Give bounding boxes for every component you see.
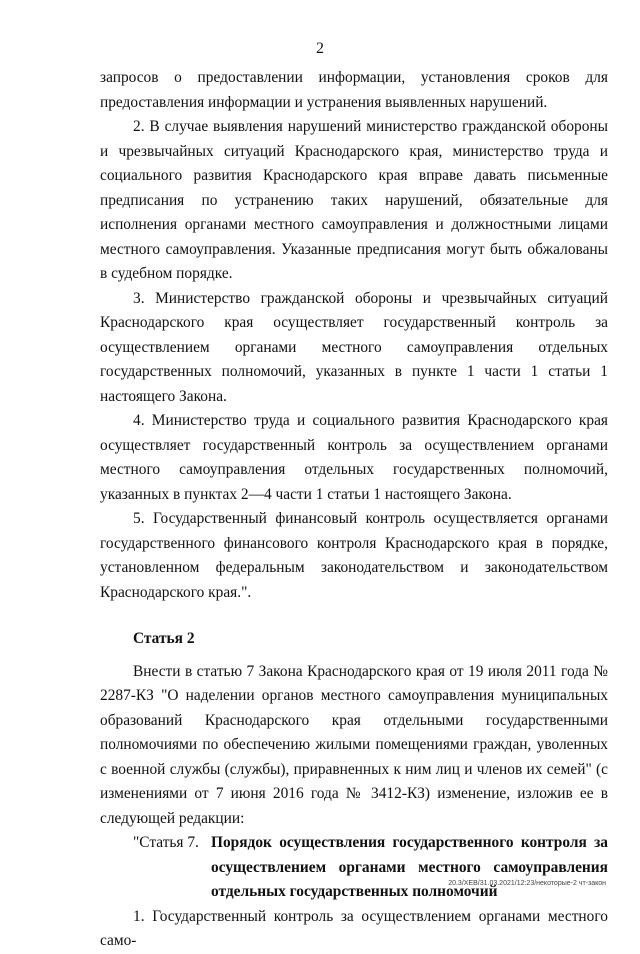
page-number: 2: [316, 40, 324, 57]
paragraph-continuation: запросов о предоставлении информации, установления сроков для предоставления информации и устранения выявленных нарушений.: [100, 69, 608, 111]
paragraph-item-3: 3. Министерство гражданской обороны и чрезвычайных ситуаций Краснодарского края осуществляет государственный контроль за осуществлением органами местного самоуправления отдельных государственных полномочий, указанных в пункте 1 части 1 статьи 1 настоящего Закона.: [100, 289, 608, 405]
paragraph-item-5: 5. Государственный финансовый контроль осуществляется органами государственного финансового контроля Краснодарского края в порядке, установленном федеральным законодательством и законодательством Краснодарского края.".: [100, 510, 608, 601]
footer-stamp: 20.3/XEB/31.03.2021/12:23/некоторые-2 чт-закон: [448, 880, 606, 887]
quoted-article-title: [100, 831, 608, 905]
quoted-article-name: Порядок осуществления государственного контроля за осуществлением органами местного самоуправления отдельных государственных полномочий: [211, 834, 608, 900]
paragraph-item-2: 2. В случае выявления нарушений министерство гражданской обороны и чрезвычайных ситуаций Краснодарского края, министерство труда и социального развития Краснодарского края вправе давать письменные предписания по устранению таких нарушений, обязательные для исполнения органами местного самоуправления и должностными лицами местного самоуправления. Указанные предписания могут быть обжалованы в судебном порядке.: [100, 118, 608, 282]
article-heading: Статья 2: [133, 630, 195, 647]
quoted-article-label: "Статья 7.: [133, 834, 199, 851]
document-body: [100, 66, 608, 954]
article-text: Внести в статью 7 Закона Краснодарского края от 19 июля 2011 года № 2287-КЗ "О наделении органов местного самоуправления муниципальных образований Краснодарского края отдельными государственными полномочиями по обеспечению жилыми помещениями граждан, уволенных с военной службы (службы), приравненных к ним лиц и членов их семей" (с изменениями от 7 июня 2016 года № 3412-КЗ) изменение, изложив ее в следующей редакции:: [100, 662, 608, 827]
paragraph-last: 1. Государственный контроль за осуществлением органами местного само-: [100, 907, 608, 949]
paragraph-item-4: 4. Министерство труда и социального развития Краснодарского края осуществляет государственный контроль за осуществлением органами местного самоуправления отдельных государственных полномочий, указанных в пунктах 2—4 части 1 статьи 1 настоящего Закона.: [100, 412, 608, 503]
